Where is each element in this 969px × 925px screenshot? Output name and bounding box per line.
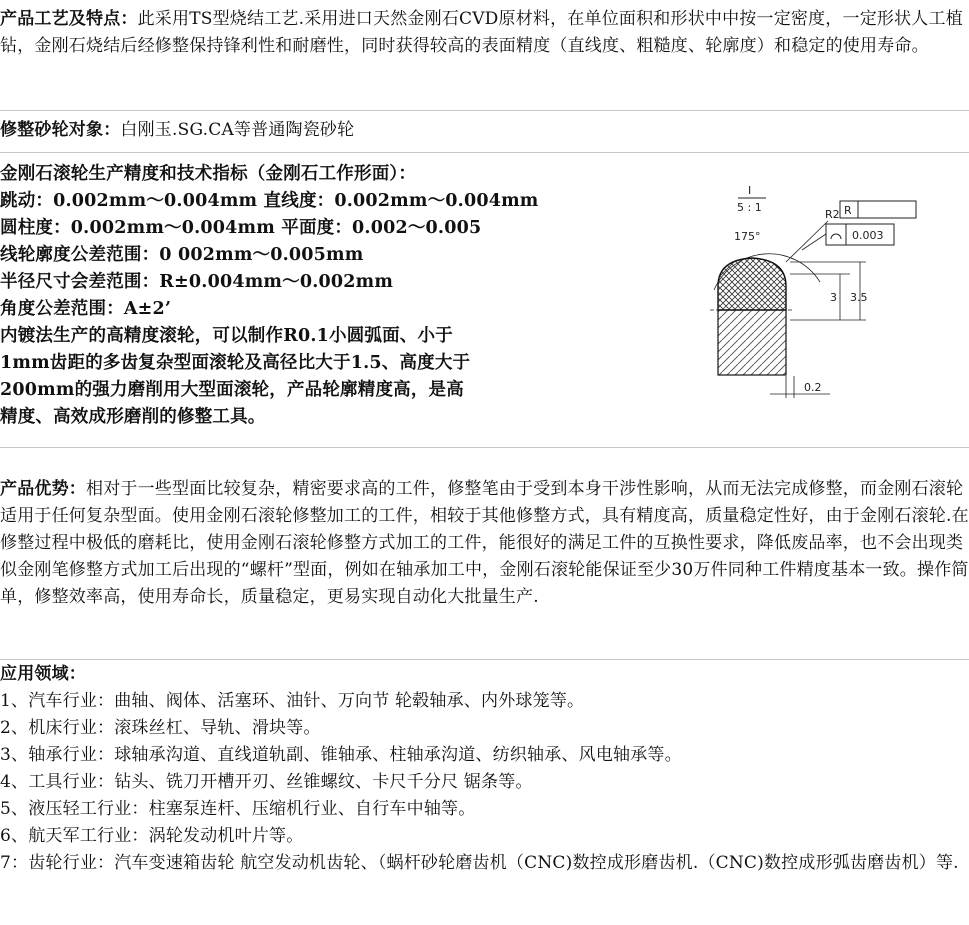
dim-0-2: 0.2 xyxy=(804,381,822,394)
specs-line: 金刚石滚轮生产精度和技术指标（金刚石工作形面）： xyxy=(0,164,417,184)
roller-profile-drawing xyxy=(690,180,930,405)
application-item: 7：齿轮行业：汽车变速箱齿轮 航空发动机齿轮、（蜗杆砂轮磨齿机（CNC)数控成形磨齿机.（CNC)数控成形弧齿磨齿机）等. xyxy=(0,853,959,873)
application-item: 2、机床行业：滚珠丝杠、导轨、滑块等。 xyxy=(0,718,321,738)
application-item: 4、工具行业：钻头、铣刀开槽开刃、丝锥螺纹、卡尺千分尺 锯条等。 xyxy=(0,772,533,792)
advantage-text: 相对于一些型面比较复杂，精密要求高的工件，修整笔由于受到本身干涉性影响，从而无法完成修整，而金刚石滚轮适用于任何复杂型面。使用金刚石滚轮修整加工的工件，相较于其他修整方式，具有精度高，质量稳定性好，由于金刚石滚轮.在修整过程中极低的磨耗比，使用金刚石滚轮修整方式加工的工件，能很好的满足工件的互换性要求，降低废品率，也不会出现类似金刚笔修整方式加工后出现的“螺杆”型面，例如在轴承加工中，金刚石滚轮能保证至少30万件同种工件精度基本一致。操作简单，修整效率高，使用寿命长，质量稳定，更易实现自动化大批量生产. xyxy=(0,479,969,607)
advantage-paragraph xyxy=(0,476,969,611)
advantage-section xyxy=(0,476,969,611)
specs-line: 1mm齿距的多齿复杂型面滚轮及高径比大于1.5、高度大于 xyxy=(0,353,471,373)
intro-paragraph xyxy=(0,6,969,60)
application-item: 5、液压轻工行业：柱塞泵连杆、压缩机行业、自行车中轴等。 xyxy=(0,799,476,819)
target-text: 白刚玉.SG.CA等普通陶瓷砂轮 xyxy=(120,120,355,140)
application-item: 1、汽车行业：曲轴、阀体、活塞环、油针、万向节 轮毂轴承、内外球笼等。 xyxy=(0,691,585,711)
tolerance-symbol: R xyxy=(844,204,852,217)
divider-4 xyxy=(0,659,969,660)
specs-line: 角度公差范围：A±2’ xyxy=(0,299,172,319)
advantage-heading: 产品优势： xyxy=(0,479,86,499)
specs-line: 内镀法生产的高精度滚轮，可以制作R0.1小圆弧面、小于 xyxy=(0,326,453,346)
divider-3 xyxy=(0,447,969,448)
specs-line: 圆柱度：0.002mm～0.004mm 平面度：0.002～0.005 xyxy=(0,218,482,238)
scale-label: 5 : 1 xyxy=(737,201,762,214)
dim-3-5: 3.5 xyxy=(850,291,868,304)
applications-heading: 应用领域： xyxy=(0,664,86,684)
intro-heading: 产品工艺及特点： xyxy=(0,9,138,29)
divider-1 xyxy=(0,110,969,111)
dim-3: 3 xyxy=(830,291,837,304)
specs-line: 线轮廓度公差范围：0 002mm～0.005mm xyxy=(0,245,364,265)
divider-2 xyxy=(0,152,969,153)
application-item: 6、航天军工行业：涡轮发动机叶片等。 xyxy=(0,826,304,846)
detail-label: I xyxy=(748,184,752,197)
profile-tolerance: 0.003 xyxy=(852,229,884,242)
target-heading: 修整砂轮对象： xyxy=(0,120,121,140)
specs-line: 200mm的强力磨削用大型面滚轮，产品轮廓精度高，是高 xyxy=(0,380,464,400)
application-item: 3、轴承行业：球轴承沟道、直线道轨副、锥轴承、柱轴承沟道、纺织轴承、风电轴承等。 xyxy=(0,745,682,765)
specs-section xyxy=(0,161,570,431)
target-section xyxy=(0,117,969,144)
angle-label: 175° xyxy=(734,230,761,243)
intro-text: 此采用TS型烧结工艺.采用进口天然金刚石CVD原材料，在单位面积和形状中中按一定密度，一定形状人工植钻，金刚石烧结后经修整保持锋利性和耐磨性，同时获得较高的表面精度（直线度、粗糙度、轮廓度）和稳定的使用寿命。 xyxy=(0,9,963,56)
target-paragraph xyxy=(0,117,969,144)
specs-line: 精度、高效成形磨削的修整工具。 xyxy=(0,407,266,427)
applications-section xyxy=(0,661,969,877)
specs-line: 半径尺寸会差范围：R±0.004mm～0.002mm xyxy=(0,272,394,292)
radius-label: R2 xyxy=(825,208,840,221)
intro-section xyxy=(0,6,969,60)
specs-line: 跳动：0.002mm～0.004mm 直线度：0.002mm～0.004mm xyxy=(0,191,539,211)
